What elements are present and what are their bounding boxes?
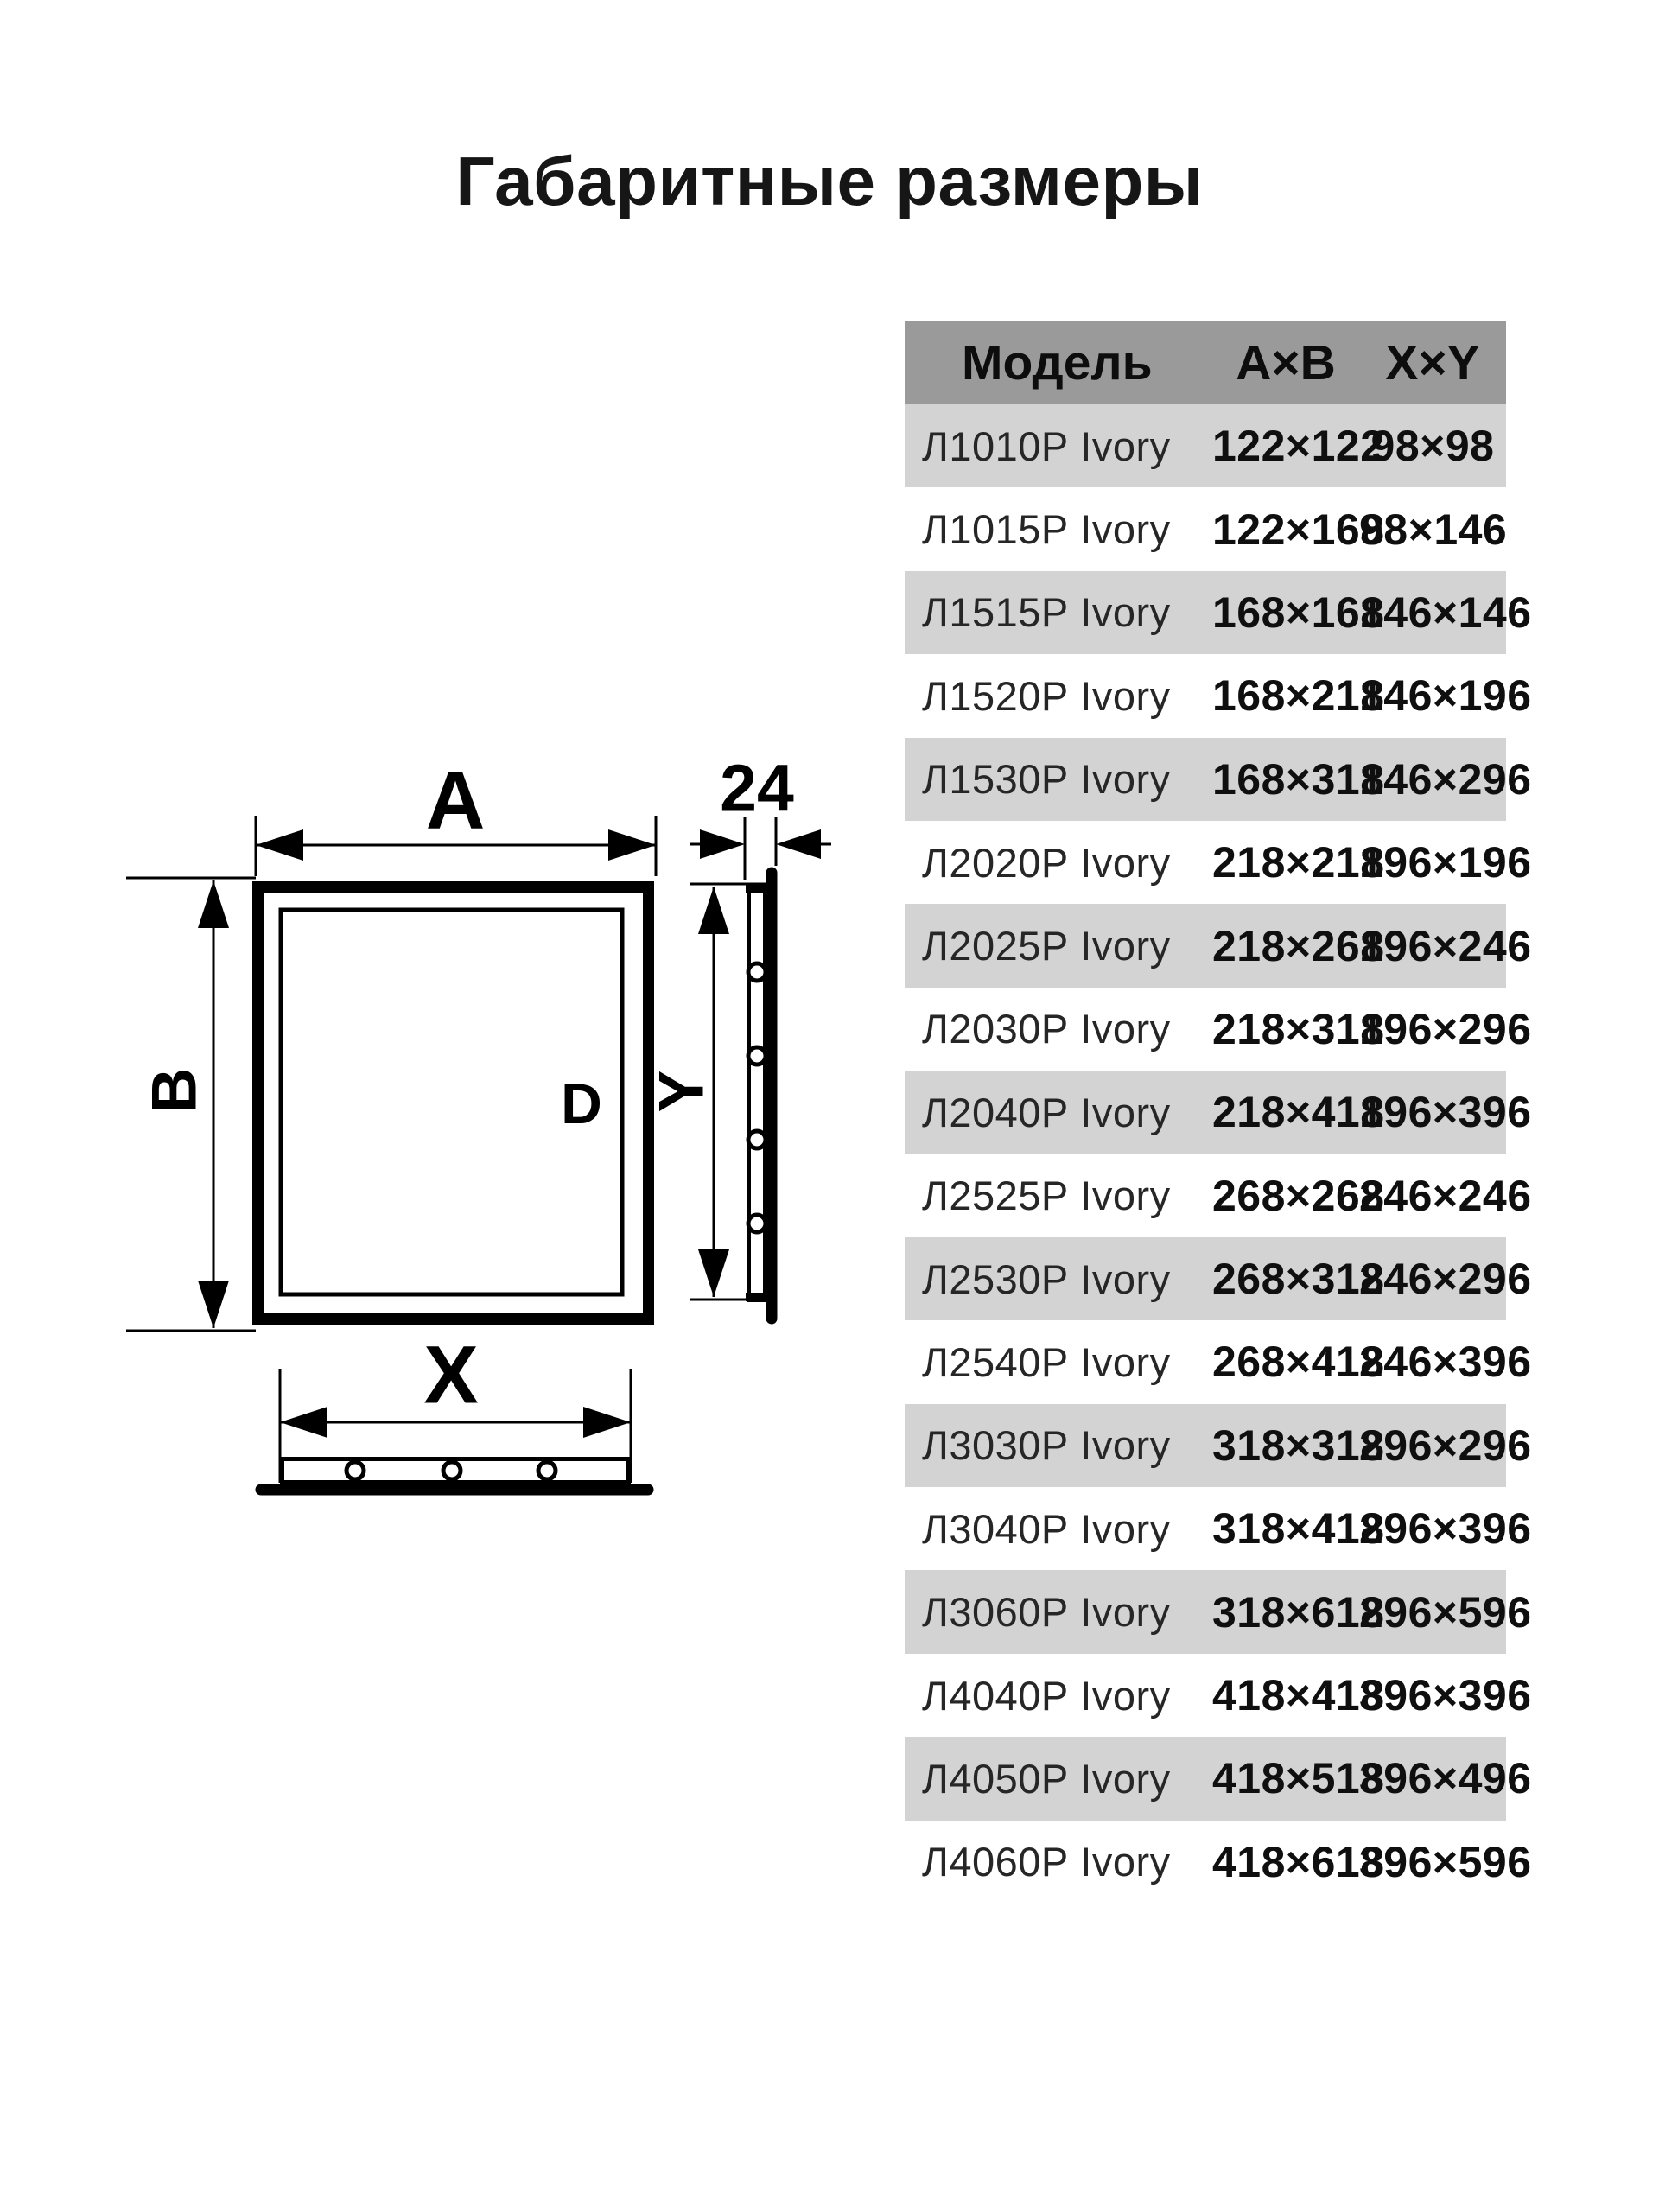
column-header-xxy: X×Y [1385,334,1480,391]
table-row [905,487,1506,570]
cell-model: Л1015Р Ivory [922,506,1171,553]
cell-axb: 418×418 [1212,1671,1385,1720]
table-row [905,1071,1532,1154]
cell-axb: 218×318 [1212,1004,1385,1053]
cell-xxy: 146×196 [1359,671,1532,721]
cell-axb: 268×268 [1212,1171,1385,1220]
table-row [905,1737,1532,1820]
table-row [905,1487,1532,1570]
dim-label-b: B [139,1067,210,1114]
cell-model: Л1520Р Ivory [922,672,1171,719]
table-row [905,1404,1532,1487]
dim-label-y: Y [646,1070,717,1113]
cell-model: Л1530Р Ivory [922,756,1171,803]
table-row [905,1320,1532,1403]
cell-xxy: 98×98 [1370,422,1495,471]
cell-axb: 168×218 [1212,671,1385,721]
dim-label-a: A [425,754,486,847]
size-table [905,321,1532,1904]
table-row [905,571,1532,654]
cell-axb: 318×618 [1212,1587,1385,1637]
cell-axb: 218×418 [1212,1088,1385,1137]
cell-xxy: 296×296 [1359,1421,1532,1470]
cell-model: Л2530Р Ivory [922,1255,1171,1302]
cell-model: Л3030Р Ivory [922,1422,1171,1469]
cell-xxy: 246×296 [1359,1255,1532,1304]
cell-model: Л3040Р Ivory [922,1505,1171,1552]
table-row [905,1154,1532,1237]
cell-axb: 122×168 [1212,505,1385,554]
table-row [905,738,1532,821]
cell-model: Л2540Р Ivory [922,1338,1171,1385]
dim-label-depth: 24 [720,751,794,826]
table-row [905,1654,1532,1737]
cell-axb: 218×268 [1212,921,1385,970]
cell-xxy: 146×296 [1359,754,1532,804]
cell-model: Л1010Р Ivory [922,423,1171,469]
cell-xxy: 196×296 [1359,1004,1532,1053]
cell-xxy: 98×146 [1359,505,1508,554]
cell-xxy: 146×146 [1359,588,1532,637]
dim-label-x: X [423,1329,479,1421]
side-view [746,873,772,1319]
cell-axb: 268×318 [1212,1255,1385,1304]
cell-xxy: 246×396 [1359,1338,1532,1387]
cell-xxy: 196×196 [1359,838,1532,887]
page-title: Габаритные размеры [455,143,1204,219]
table-header-row [905,321,1506,404]
cell-axb: 268×418 [1212,1338,1385,1387]
column-header-model: Модель [962,334,1153,391]
table-row [905,1237,1532,1320]
cell-axb: 418×518 [1212,1754,1385,1803]
cell-xxy: 246×246 [1359,1171,1532,1220]
cell-axb: 122×122 [1212,422,1385,471]
table-row [905,821,1532,904]
handle-label-d: D [561,1071,602,1135]
table-body [905,404,1532,1904]
table-row [905,654,1532,737]
cell-axb: 168×168 [1212,588,1385,637]
bottom-view [261,1459,648,1491]
column-header-axb: A×B [1236,334,1336,391]
cell-model: Л3060Р Ivory [922,1589,1171,1636]
cell-xxy: 296×596 [1359,1587,1532,1637]
cell-xxy: 396×496 [1359,1754,1532,1803]
dimension-24 [690,817,831,880]
cell-model: Л2020Р Ivory [922,839,1171,886]
table-row [905,904,1532,987]
cell-xxy: 396×596 [1359,1837,1532,1886]
cell-axb: 168×318 [1212,754,1385,804]
table-row [905,1821,1532,1904]
table-row [905,1570,1532,1653]
cell-model: Л4050Р Ivory [922,1755,1171,1802]
cell-model: Л2030Р Ivory [922,1006,1171,1052]
cell-axb: 218×218 [1212,838,1385,887]
cell-model: Л2525Р Ivory [922,1173,1171,1219]
cell-xxy: 196×246 [1359,921,1532,970]
cell-model: Л4060Р Ivory [922,1839,1171,1885]
cell-axb: 318×418 [1212,1504,1385,1554]
cell-xxy: 196×396 [1359,1088,1532,1137]
cell-xxy: 296×396 [1359,1504,1532,1554]
cell-axb: 418×618 [1212,1837,1385,1886]
cell-xxy: 396×396 [1359,1671,1532,1720]
table-row [905,404,1506,487]
cell-model: Л2040Р Ivory [922,1089,1171,1135]
cell-axb: 318×318 [1212,1421,1385,1470]
cell-model: Л4040Р Ivory [922,1672,1171,1719]
table-row [905,988,1532,1071]
cell-model: Л1515Р Ivory [922,589,1171,636]
cell-model: Л2025Р Ivory [922,923,1171,969]
